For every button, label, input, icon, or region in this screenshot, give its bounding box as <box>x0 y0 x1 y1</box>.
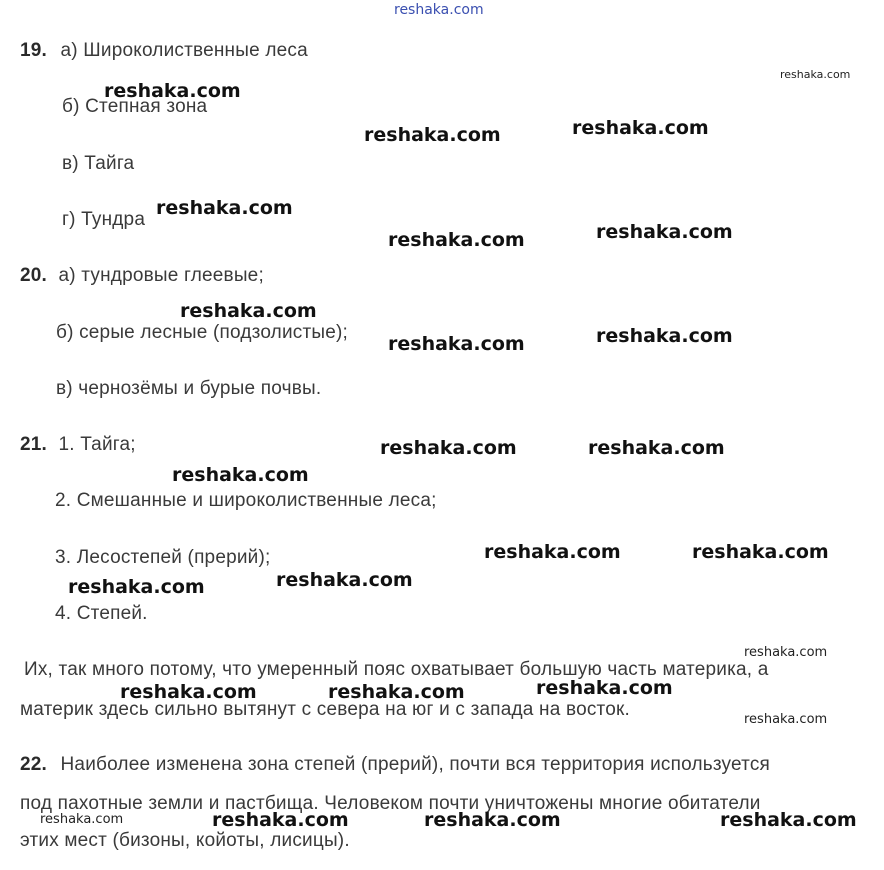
watermark: reshaka.com <box>744 712 828 727</box>
watermark: reshaka.com <box>780 68 851 81</box>
q19-answer-g: г) Тундра <box>62 209 146 230</box>
watermark: reshaka.com <box>596 221 733 243</box>
watermark: reshaka.com <box>388 333 525 355</box>
q21-number: 21. <box>20 434 48 455</box>
q21-item-3: 3. Лесостепей (прерий); <box>55 547 271 568</box>
watermark: reshaka.com <box>364 124 501 146</box>
q21-item-2: 2. Смешанные и широколиственные леса; <box>55 490 437 511</box>
q21-paragraph-line-2: материк здесь сильно вытянут с севера на юг и с запада на восток. <box>20 699 630 720</box>
q20-answer-v: в) чернозёмы и бурые почвы. <box>56 378 322 399</box>
watermark: reshaka.com <box>720 809 857 831</box>
q19-line-a <box>20 40 308 62</box>
watermark: reshaka.com <box>172 464 309 486</box>
q22-text-line-1: Наиболее изменена зона степей (прерий), почти вся территория используется <box>60 754 771 775</box>
watermark: reshaka.com <box>572 117 709 139</box>
q21-item-1: 1. Тайга; <box>58 434 136 455</box>
q21-item-4: 4. Степей. <box>55 603 148 624</box>
watermark: reshaka.com <box>120 681 257 703</box>
watermark: reshaka.com <box>692 541 829 563</box>
watermark: reshaka.com <box>596 325 733 347</box>
q19-number: 19. <box>20 40 48 61</box>
watermark: reshaka.com <box>40 812 124 827</box>
q21-paragraph-line-1: Их, так много потому, что умеренный пояс охватывает большую часть материка, а <box>24 659 769 680</box>
q20-line-a <box>20 265 264 287</box>
watermark: reshaka.com <box>276 569 413 591</box>
q20-answer-a: а) тундровые глеевые; <box>58 265 264 286</box>
watermark: reshaka.com <box>744 645 828 660</box>
watermark: reshaka.com <box>156 197 293 219</box>
q19-answer-a: а) Широколиственные леса <box>60 40 308 61</box>
watermark: reshaka.com <box>484 541 621 563</box>
watermark: reshaka.com <box>380 437 517 459</box>
watermark: reshaka.com <box>536 677 673 699</box>
watermark: reshaka.com <box>180 300 317 322</box>
watermark: reshaka.com <box>328 681 465 703</box>
q19-answer-v: в) Тайга <box>62 153 135 174</box>
q19-answer-b: б) Степная зона <box>62 96 208 117</box>
watermark: reshaka.com <box>68 576 205 598</box>
watermark: reshaka.com <box>388 229 525 251</box>
q22-number: 22. <box>20 754 48 775</box>
q22-text-line-3: этих мест (бизоны, койоты, лисицы). <box>20 830 350 851</box>
header-watermark: reshaka.com <box>394 2 484 18</box>
q22-line-1 <box>20 754 770 776</box>
q21-line-1 <box>20 434 136 456</box>
q22-text-line-2: под пахотные земли и пастбища. Человеком почти уничтожены многие обитатели <box>20 793 761 814</box>
watermark: reshaka.com <box>104 80 241 102</box>
q20-answer-b: б) серые лесные (подзолистые); <box>56 322 349 343</box>
watermark: reshaka.com <box>424 809 561 831</box>
watermark: reshaka.com <box>212 809 349 831</box>
watermark: reshaka.com <box>588 437 725 459</box>
q20-number: 20. <box>20 265 48 286</box>
